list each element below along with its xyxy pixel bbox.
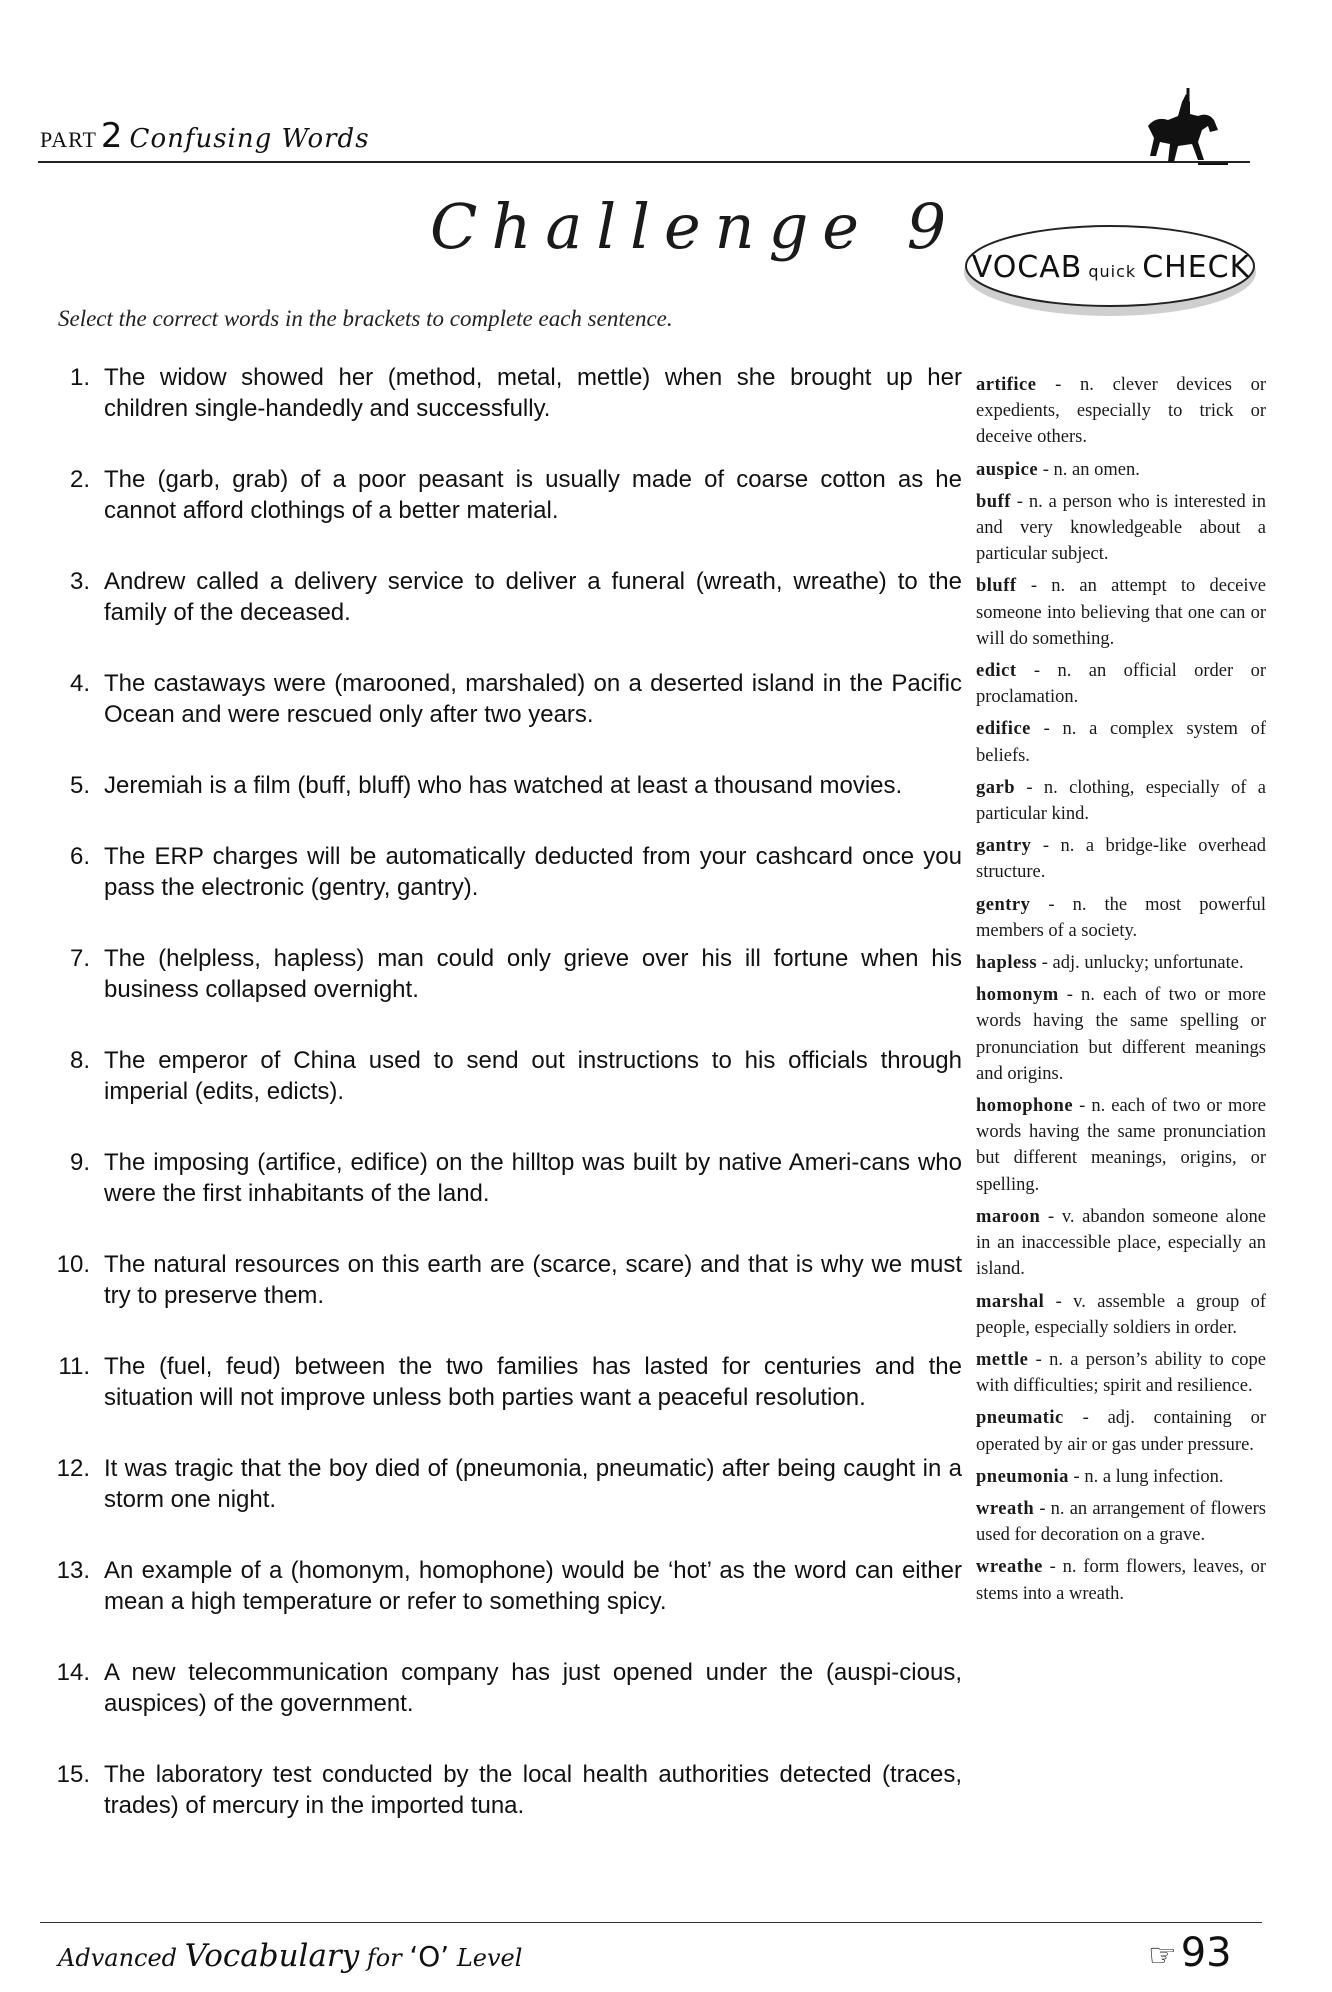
question-number: 14. [56,1659,90,1686]
glossary-word: pneumonia [976,1466,1069,1487]
glossary-definition: - v. assemble a group of people, especially soldiers in order. [976,1291,1266,1338]
question-text: The ERP charges will be automatically deducted from your cashcard once you pass the electronic (gentry, gantry). [104,843,962,901]
page-number-block [1148,1930,1232,1976]
glossary-definition: - n. an arrangement of flowers used for decoration on a grave. [976,1498,1266,1546]
glossary-entry [976,372,1266,451]
glossary-definition: - n. an attempt to deceive someone into believing that one can or will do something. [976,576,1266,649]
question-number: 8. [69,1047,90,1074]
question-text: A new telecommunication company has just opened under the (auspi-cious, auspices) of the government. [104,1659,962,1717]
badge-check: CHECK [1142,250,1251,285]
question-item [50,841,962,903]
glossary-word: homophone [976,1096,1074,1117]
footer-rule [40,1922,1262,1923]
glossary-definition: - n. the most powerful members of a society. [976,894,1266,941]
question-item [50,1657,962,1719]
glossary-definition: - adj. unlucky; unfortunate. [1037,953,1244,974]
question-item [50,1147,962,1209]
question-item [50,1045,962,1107]
glossary-entry [976,1405,1266,1457]
glossary-entry [976,716,1266,768]
challenge-title: Challenge 9 [430,190,961,263]
question-item [50,464,962,526]
badge-vocab: VOCAB [971,250,1083,285]
glossary-entry [976,982,1266,1087]
header-rule [38,161,1250,163]
question-number: 1. [69,364,90,391]
vocab-glossary [976,372,1266,1613]
glossary-entry [976,1204,1266,1283]
question-number: 3. [69,568,90,595]
book-title-advanced: Advanced [58,1944,178,1972]
glossary-word: edict [976,661,1017,682]
glossary-entry [976,1289,1266,1341]
book-title-for: for [366,1944,402,1972]
glossary-entry [976,489,1266,568]
glossary-entry [976,457,1266,483]
book-title-vocabulary: Vocabulary [184,1938,360,1974]
glossary-entry [976,833,1266,885]
glossary-definition: - n. an official order or proclamation. [976,661,1266,708]
question-text: The imposing (artifice, edifice) on the hilltop was built by native Ameri-cans who were the first inhabitants of the land. [104,1149,962,1207]
glossary-definition: - n. a person’s ability to cope with difficulties; spirit and resilience. [976,1349,1266,1397]
part-label: PART [40,127,97,152]
badge-caption [960,250,1262,285]
question-number: 9. [69,1149,90,1176]
glossary-entry [976,892,1266,944]
question-text: The (fuel, feud) between the two families has lasted for centuries and the situation will not improve unless both parties want a peaceful resolution. [104,1353,962,1411]
glossary-entry [976,1496,1266,1548]
question-text: The widow showed her (method, metal, mettle) when she brought up her children single-handedly and successfully. [104,364,962,422]
glossary-word: hapless [976,953,1038,974]
glossary-word: mettle [976,1349,1029,1370]
glossary-word: wreath [976,1498,1035,1519]
badge-quick: quick [1088,262,1137,281]
question-text: The emperor of China used to send out instructions to his officials through imperial (edits, edicts). [104,1047,962,1105]
question-item [50,943,962,1005]
glossary-word: homonym [976,985,1059,1006]
glossary-entry [976,658,1266,710]
question-item [50,1249,962,1311]
knight-on-horse-icon [1138,86,1228,168]
glossary-definition: - n. a lung infection. [1068,1466,1224,1487]
glossary-word: edifice [976,719,1031,740]
question-number: 10. [56,1251,90,1278]
question-number: 13. [56,1557,90,1584]
question-text: The laboratory test conducted by the local health authorities detected (traces, trades) of mercury in the imported tuna. [104,1761,962,1819]
part-number: 2 [100,116,124,156]
glossary-definition: - n. form flowers, leaves, or stems into a wreath. [976,1557,1266,1604]
glossary-definition: - n. each of two or more words having the same pronunciation but different meanings, origins, or spelling. [976,1096,1266,1195]
glossary-entry [976,1093,1266,1198]
glossary-definition: - n. a bridge-like overhead structure. [976,836,1266,883]
glossary-entry [976,1464,1266,1490]
question-number: 15. [56,1761,90,1788]
glossary-definition: - n. a person who is interested in and very knowledgeable about a particular subject. [976,491,1266,565]
question-number: 6. [69,843,90,870]
question-item [50,668,962,730]
glossary-definition: - n. a complex system of beliefs. [976,719,1266,766]
question-text: The castaways were (marooned, marshaled) on a deserted island in the Pacific Ocean and were rescued only after two years. [104,670,962,728]
glossary-word: wreathe [976,1557,1043,1578]
glossary-entry [976,573,1266,652]
glossary-definition: - n. clever devices or expedients, especially to trick or deceive others. [976,375,1266,448]
glossary-entry [976,775,1266,827]
question-text: The (helpless, hapless) man could only grieve over his ill fortune when his business collapsed overnight. [104,945,962,1003]
glossary-word: gentry [976,894,1031,915]
glossary-word: gantry [976,836,1032,857]
question-text: The (garb, grab) of a poor peasant is usually made of coarse cotton as he cannot afford clothings of a better material. [104,466,962,524]
question-item [50,770,962,801]
vocab-quick-check-badge [960,220,1262,320]
question-item [50,1759,962,1821]
question-number: 5. [69,772,90,799]
question-item [50,1555,962,1617]
glossary-entry [976,950,1266,976]
glossary-definition: - n. an omen. [1038,459,1140,480]
page-number: 93 [1180,1930,1232,1976]
book-title-o: ‘O’ [409,1940,450,1973]
glossary-definition: - n. each of two or more words having the same spelling or pronunciation but different meanings and origins. [976,985,1266,1084]
glossary-entry [976,1347,1266,1399]
question-item [50,362,962,424]
book-title [58,1938,522,1974]
part-heading [40,116,370,156]
pointing-hand-icon: ☞ [1148,1936,1177,1974]
question-list [50,362,962,1861]
glossary-word: artifice [976,375,1037,395]
question-item [50,1453,962,1515]
question-text: Jeremiah is a film (buff, bluff) who has watched at least a thousand movies. [104,772,903,799]
question-text: Andrew called a delivery service to deliver a funeral (wreath, wreathe) to the family of the deceased. [104,568,962,626]
glossary-word: buff [976,491,1011,512]
question-number: 7. [69,945,90,972]
glossary-word: garb [976,777,1015,798]
glossary-definition: - v. abandon someone alone in an inaccessible place, especially an island. [976,1206,1266,1280]
glossary-word: pneumatic [976,1408,1064,1429]
question-number: 11. [58,1353,90,1380]
glossary-word: auspice [976,459,1039,480]
question-number: 2. [69,466,90,493]
question-item [50,1351,962,1413]
part-title: Confusing Words [129,124,370,154]
question-number: 12. [56,1455,90,1482]
glossary-word: marshal [976,1291,1045,1312]
book-title-level: Level [456,1944,523,1972]
question-text: An example of a (homonym, homophone) would be ‘hot’ as the word can either mean a high temperature or refer to something spicy. [104,1557,962,1615]
question-item [50,566,962,628]
glossary-definition: - adj. containing or operated by air or gas under pressure. [976,1408,1266,1455]
glossary-word: bluff [976,576,1017,597]
glossary-word: maroon [976,1206,1041,1227]
question-text: It was tragic that the boy died of (pneumonia, pneumatic) after being caught in a storm one night. [104,1455,962,1513]
question-number: 4. [69,670,90,697]
glossary-definition: - n. clothing, especially of a particular kind. [976,777,1266,825]
instruction: Select the correct words in the brackets to complete each sentence. [58,306,673,331]
question-text: The natural resources on this earth are (scarce, scare) and that is why we must try to preserve them. [104,1251,962,1309]
glossary-entry [976,1554,1266,1606]
